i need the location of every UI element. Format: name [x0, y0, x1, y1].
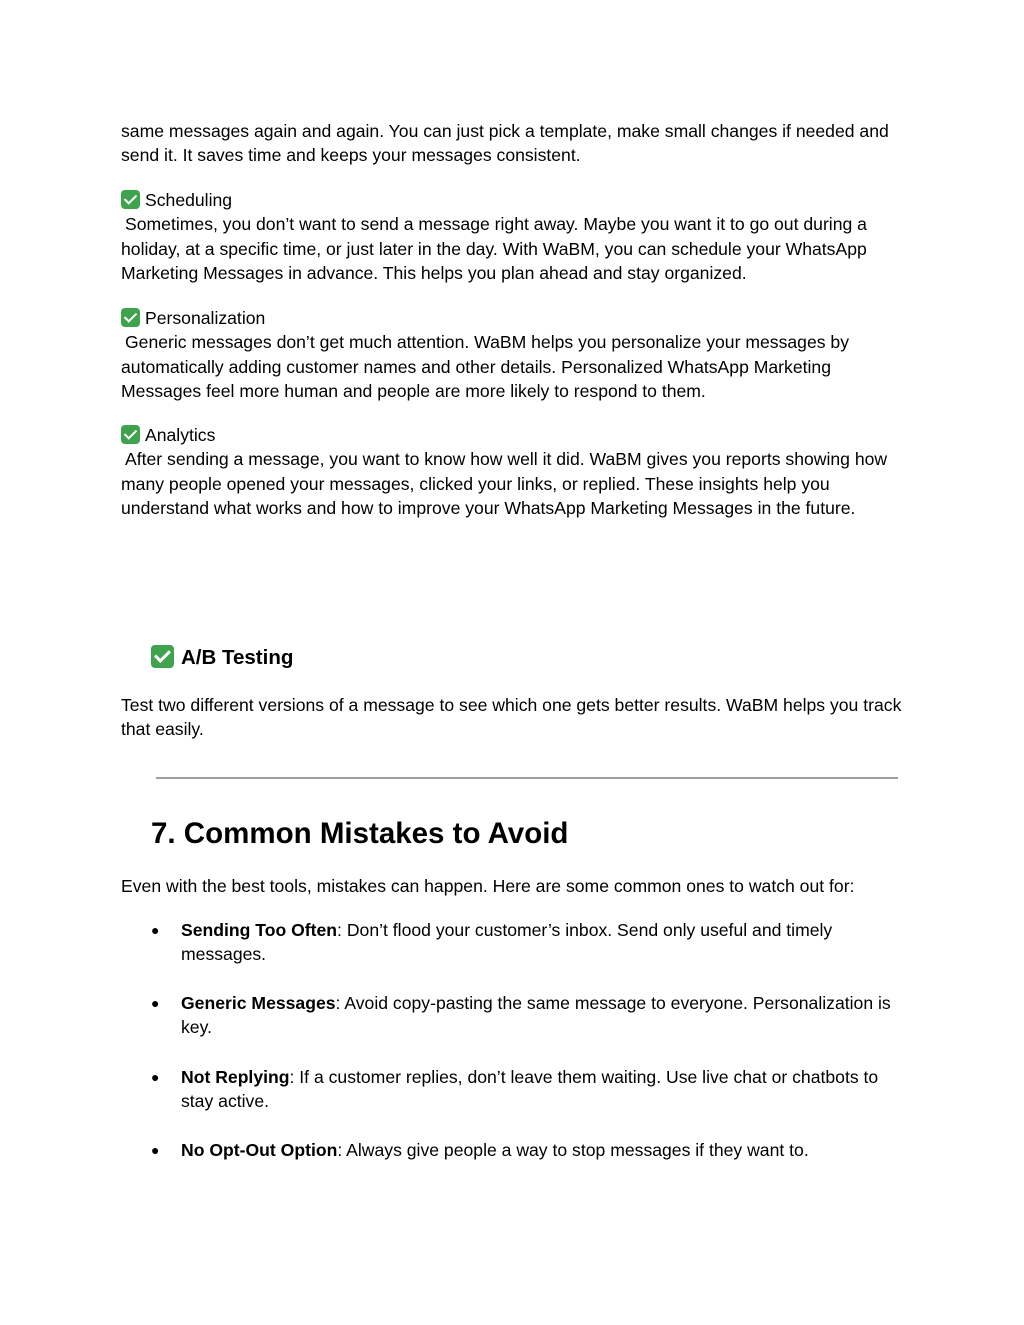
list-item: [121, 1065, 911, 1114]
intro-paragraph: same messages again and again. You can just pick a template, make small changes if needed and send it. It saves time and keeps your messages consistent.: [121, 121, 889, 166]
list-item: [121, 918, 911, 967]
check-icon: [121, 190, 140, 209]
mistakes-intro: Even with the best tools, mistakes can happen. Here are some common ones to watch out for:: [121, 876, 855, 896]
feature-scheduling: [121, 188, 911, 286]
list-item-term: No Opt-Out Option: [181, 1140, 338, 1160]
feature-description: After sending a message, you want to know how well it did. WaBM gives you reports showing how many people opened your messages, clicked your links, or replied. These insights help you understand what works and how to improve your WhatsApp Marketing Messages in the future.: [121, 449, 888, 519]
bullet-icon: ●: [151, 1069, 160, 1085]
section-heading: 7. Common Mistakes to Avoid: [151, 817, 569, 850]
bullet-icon: ●: [151, 995, 160, 1011]
list-item-term: Not Replying: [181, 1067, 290, 1087]
ab-testing-heading-text: A/B Testing: [181, 646, 294, 669]
list-item-text: [181, 1065, 901, 1114]
ab-testing-heading: [151, 644, 293, 672]
ab-testing-paragraph: Test two different versions of a message to see which one gets better results. WaBM helps you track that easily.: [121, 695, 902, 740]
check-icon: [121, 308, 140, 327]
bullet-icon: ●: [151, 1142, 160, 1158]
list-item-detail: : Don’t flood your customer’s inbox. Send only useful and timely messages.: [181, 920, 833, 965]
list-item-detail: : If a customer replies, don’t leave them waiting. Use live chat or chatbots to stay active.: [181, 1067, 879, 1112]
list-item: [121, 991, 911, 1040]
check-icon: [121, 425, 140, 444]
check-icon: [151, 645, 174, 668]
list-item-term: Generic Messages: [181, 993, 336, 1013]
list-item-text: [181, 918, 901, 967]
feature-title: Personalization: [145, 308, 266, 328]
list-item: [121, 1138, 911, 1162]
list-item-detail: : Always give people a way to stop messages if they want to.: [337, 1140, 809, 1160]
feature-title: Scheduling: [145, 190, 233, 210]
list-item-text: [181, 991, 901, 1040]
feature-title: Analytics: [145, 425, 216, 445]
feature-analytics: [121, 423, 911, 521]
horizontal-divider: [156, 777, 898, 779]
feature-personalization: [121, 306, 911, 404]
feature-description: Generic messages don’t get much attention. WaBM helps you personalize your messages by automatically adding customer names and other details. Personalized WhatsApp Marketing Messages feel more human and people are more likely to respond to them.: [121, 332, 849, 402]
list-item-text: [181, 1138, 901, 1162]
bullet-icon: ●: [151, 922, 160, 938]
feature-description: Sometimes, you don’t want to send a message right away. Maybe you want it to go out during a holiday, at a specific time, or just later in the day. With WaBM, you can schedule your WhatsApp Marketing Messages in advance. This helps you plan ahead and stay organized.: [121, 214, 867, 284]
list-item-term: Sending Too Often: [181, 920, 338, 940]
list-item-detail: : Avoid copy-pasting the same message to everyone. Personalization is key.: [181, 993, 891, 1038]
